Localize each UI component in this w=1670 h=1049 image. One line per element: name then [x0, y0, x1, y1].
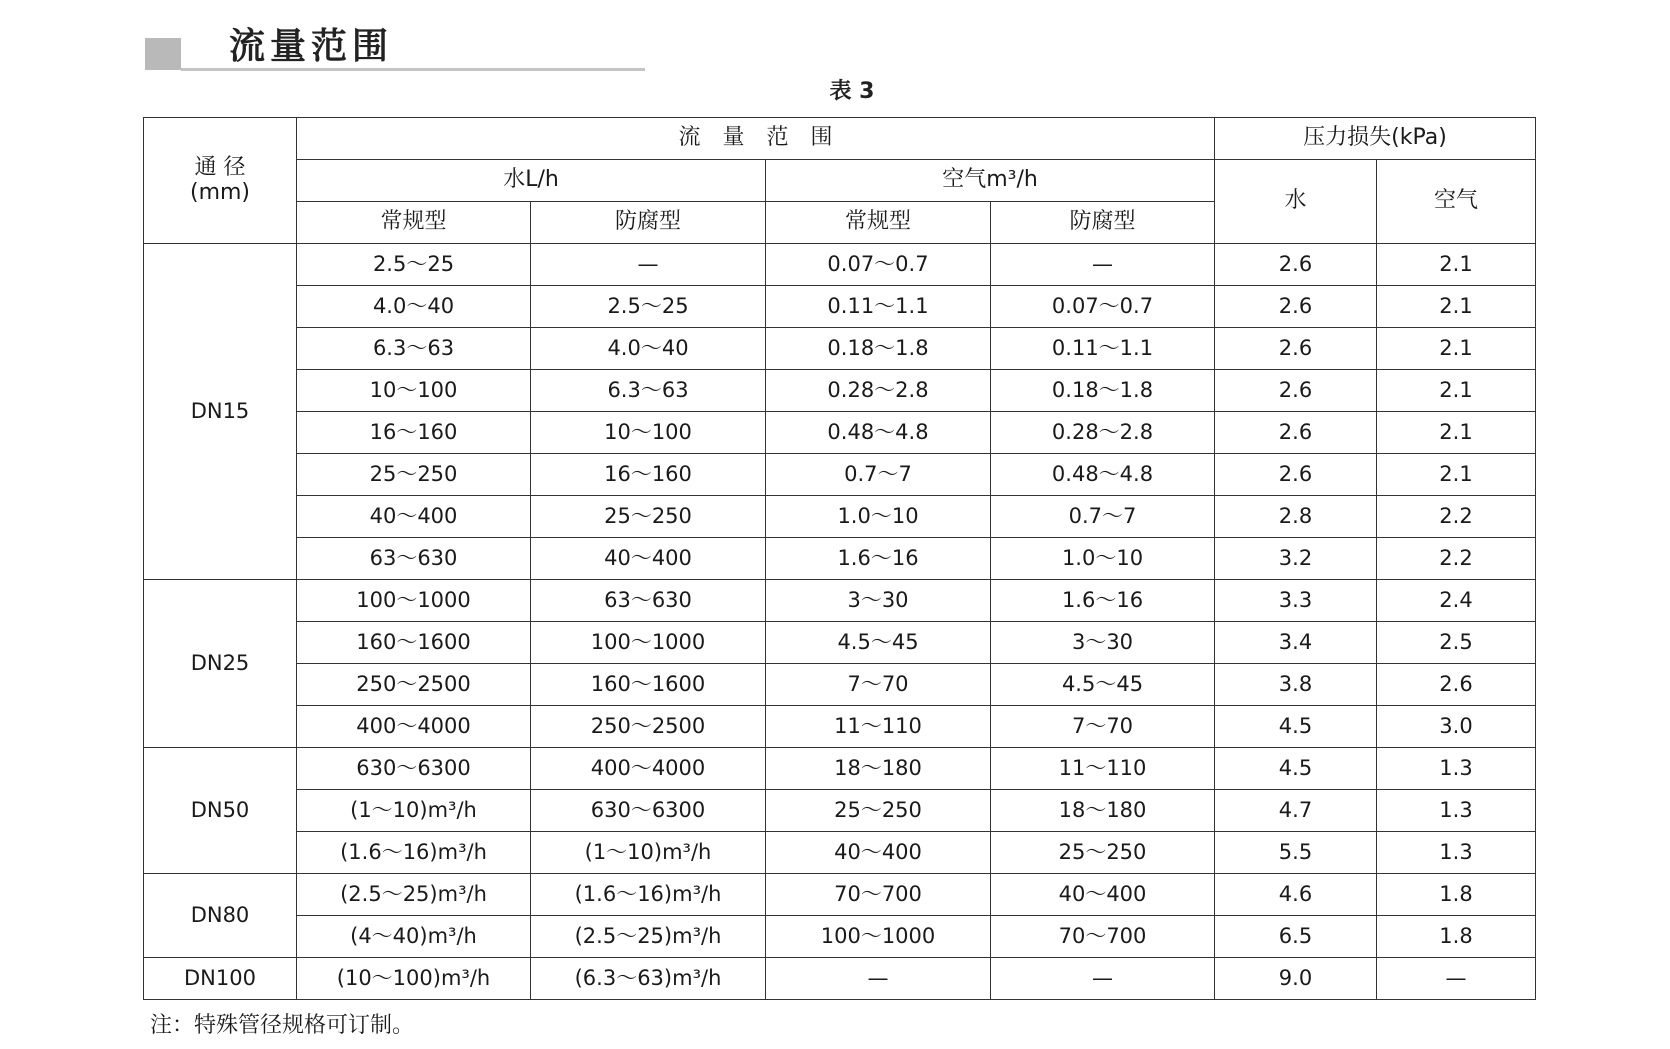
air-anticorrosion-cell: 11～110: [991, 748, 1215, 790]
header-row-1: [144, 118, 1536, 160]
water-anticorrosion-cell: (2.5～25)m³/h: [531, 916, 766, 958]
air-anticorrosion-cell: 25～250: [991, 832, 1215, 874]
pressure-loss-water-cell: 2.6: [1215, 370, 1377, 412]
air-anticorrosion-cell: 4.5～45: [991, 664, 1215, 706]
pressure-loss-water-cell: 3.3: [1215, 580, 1377, 622]
water-anticorrosion-cell: 6.3～63: [531, 370, 766, 412]
air-standard-cell: 25～250: [766, 790, 991, 832]
pressure-loss-water-cell: 2.6: [1215, 412, 1377, 454]
water-anticorrosion-cell: 100～1000: [531, 622, 766, 664]
air-anticorrosion-cell: 0.7～7: [991, 496, 1215, 538]
pressure-loss-air-cell: 2.5: [1377, 622, 1536, 664]
air-standard-cell: 3～30: [766, 580, 991, 622]
pressure-loss-water-cell: 4.6: [1215, 874, 1377, 916]
air-anticorrosion-cell: 1.0～10: [991, 538, 1215, 580]
table-row: [144, 538, 1536, 580]
water-anticorrosion-cell: 25～250: [531, 496, 766, 538]
water-flow-header: 水L/h: [297, 160, 766, 202]
water-anticorrosion-cell: 40～400: [531, 538, 766, 580]
table-row: [144, 790, 1536, 832]
pressure-loss-air-cell: —: [1377, 958, 1536, 1000]
table-row: [144, 706, 1536, 748]
water-anticorrosion-cell: 400～4000: [531, 748, 766, 790]
air-anticorrosion-cell: 70～700: [991, 916, 1215, 958]
diameter-cell: DN15: [144, 244, 297, 580]
air-flow-header: 空气m³/h: [766, 160, 1215, 202]
air-standard-cell: 70～700: [766, 874, 991, 916]
table-caption: 表 3: [829, 79, 875, 104]
air-anticorrosion-cell: 0.28～2.8: [991, 412, 1215, 454]
pressure-loss-air-cell: 2.1: [1377, 286, 1536, 328]
table-row: [144, 622, 1536, 664]
pressure-loss-water-cell: 3.8: [1215, 664, 1377, 706]
table-row: [144, 958, 1536, 1000]
pressure-loss-air-cell: 2.1: [1377, 412, 1536, 454]
water-anticorrosion-cell: —: [531, 244, 766, 286]
diameter-header: [144, 118, 297, 244]
pressure-loss-water-header: 水: [1215, 160, 1377, 244]
air-standard-cell: 1.0～10: [766, 496, 991, 538]
water-standard-cell: 63～630: [297, 538, 531, 580]
air-anticorrosion-cell: —: [991, 958, 1215, 1000]
air-standard-cell: 0.28～2.8: [766, 370, 991, 412]
pressure-loss-air-cell: 2.6: [1377, 664, 1536, 706]
pressure-loss-water-cell: 2.6: [1215, 328, 1377, 370]
air-anticorrosion-cell: 18～180: [991, 790, 1215, 832]
table-row: [144, 580, 1536, 622]
water-standard-cell: (10～100)m³/h: [297, 958, 531, 1000]
table-row: [144, 496, 1536, 538]
pressure-loss-water-cell: 2.6: [1215, 244, 1377, 286]
air-anticorrosion-cell: 0.48～4.8: [991, 454, 1215, 496]
pressure-loss-air-cell: 3.0: [1377, 706, 1536, 748]
diameter-label: 通 径: [194, 155, 246, 181]
air-standard-cell: 0.18～1.8: [766, 328, 991, 370]
water-anticorrosion-cell: 250～2500: [531, 706, 766, 748]
diameter-cell: DN100: [144, 958, 297, 1000]
water-standard-cell: 10～100: [297, 370, 531, 412]
water-standard-cell: (2.5～25)m³/h: [297, 874, 531, 916]
air-anticorrosion-header: 防腐型: [991, 202, 1215, 244]
water-standard-cell: (1～10)m³/h: [297, 790, 531, 832]
water-standard-cell: 400～4000: [297, 706, 531, 748]
air-standard-cell: —: [766, 958, 991, 1000]
header-row-2: [144, 160, 1536, 202]
flow-range-table: [143, 117, 1536, 1000]
pressure-loss-water-cell: 5.5: [1215, 832, 1377, 874]
air-standard-cell: 100～1000: [766, 916, 991, 958]
table-row: [144, 874, 1536, 916]
air-anticorrosion-cell: 1.6～16: [991, 580, 1215, 622]
table-row: [144, 244, 1536, 286]
air-anticorrosion-cell: 7～70: [991, 706, 1215, 748]
pressure-loss-water-cell: 4.5: [1215, 748, 1377, 790]
air-standard-cell: 0.11～1.1: [766, 286, 991, 328]
water-anticorrosion-cell: 63～630: [531, 580, 766, 622]
air-anticorrosion-cell: —: [991, 244, 1215, 286]
pressure-loss-water-cell: 6.5: [1215, 916, 1377, 958]
table-row: [144, 832, 1536, 874]
table-row: [144, 370, 1536, 412]
water-anticorrosion-header: 防腐型: [531, 202, 766, 244]
air-anticorrosion-cell: 0.11～1.1: [991, 328, 1215, 370]
diameter-unit: (mm): [189, 179, 251, 205]
pressure-loss-air-cell: 2.1: [1377, 454, 1536, 496]
water-standard-cell: 6.3～63: [297, 328, 531, 370]
water-standard-header: 常规型: [297, 202, 531, 244]
table-row: [144, 916, 1536, 958]
pressure-loss-air-cell: 2.1: [1377, 328, 1536, 370]
diameter-cell: DN80: [144, 874, 297, 958]
pressure-loss-header: 压力损失(kPa): [1215, 118, 1536, 160]
table-note: 注：特殊管径规格可订制。: [150, 1013, 415, 1038]
water-anticorrosion-cell: 630～6300: [531, 790, 766, 832]
pressure-loss-water-cell: 3.4: [1215, 622, 1377, 664]
pressure-loss-water-cell: 2.6: [1215, 454, 1377, 496]
pressure-loss-air-cell: 1.3: [1377, 748, 1536, 790]
water-anticorrosion-cell: (6.3～63)m³/h: [531, 958, 766, 1000]
air-standard-cell: 1.6～16: [766, 538, 991, 580]
air-standard-cell: 7～70: [766, 664, 991, 706]
water-standard-cell: 2.5～25: [297, 244, 531, 286]
pressure-loss-water-cell: 2.6: [1215, 286, 1377, 328]
water-standard-cell: 250～2500: [297, 664, 531, 706]
section-heading: [145, 14, 645, 76]
heading-marker: [145, 38, 181, 70]
air-anticorrosion-cell: 0.07～0.7: [991, 286, 1215, 328]
air-standard-cell: 11～110: [766, 706, 991, 748]
pressure-loss-water-cell: 9.0: [1215, 958, 1377, 1000]
water-standard-cell: 630～6300: [297, 748, 531, 790]
water-standard-cell: 25～250: [297, 454, 531, 496]
water-standard-cell: 160～1600: [297, 622, 531, 664]
water-standard-cell: 16～160: [297, 412, 531, 454]
pressure-loss-air-header: 空气: [1377, 160, 1536, 244]
pressure-loss-air-cell: 2.4: [1377, 580, 1536, 622]
pressure-loss-water-cell: 4.7: [1215, 790, 1377, 832]
water-anticorrosion-cell: 10～100: [531, 412, 766, 454]
table-row: [144, 748, 1536, 790]
air-anticorrosion-cell: 0.18～1.8: [991, 370, 1215, 412]
air-standard-cell: 0.7～7: [766, 454, 991, 496]
pressure-loss-air-cell: 2.2: [1377, 496, 1536, 538]
water-anticorrosion-cell: (1～10)m³/h: [531, 832, 766, 874]
air-anticorrosion-cell: 40～400: [991, 874, 1215, 916]
water-anticorrosion-cell: 160～1600: [531, 664, 766, 706]
water-anticorrosion-cell: 4.0～40: [531, 328, 766, 370]
pressure-loss-air-cell: 1.3: [1377, 790, 1536, 832]
water-standard-cell: 100～1000: [297, 580, 531, 622]
water-standard-cell: 4.0～40: [297, 286, 531, 328]
water-anticorrosion-cell: (1.6～16)m³/h: [531, 874, 766, 916]
pressure-loss-air-cell: 1.3: [1377, 832, 1536, 874]
water-anticorrosion-cell: 16～160: [531, 454, 766, 496]
table-row: [144, 412, 1536, 454]
table-row: [144, 454, 1536, 496]
diameter-cell: DN25: [144, 580, 297, 748]
heading-rule: [181, 68, 645, 71]
pressure-loss-air-cell: 1.8: [1377, 916, 1536, 958]
pressure-loss-air-cell: 2.1: [1377, 370, 1536, 412]
diameter-cell: DN50: [144, 748, 297, 874]
air-standard-cell: 18～180: [766, 748, 991, 790]
pressure-loss-water-cell: 3.2: [1215, 538, 1377, 580]
air-standard-cell: 40～400: [766, 832, 991, 874]
water-standard-cell: (4～40)m³/h: [297, 916, 531, 958]
pressure-loss-water-cell: 2.8: [1215, 496, 1377, 538]
air-standard-cell: 0.48～4.8: [766, 412, 991, 454]
pressure-loss-air-cell: 2.2: [1377, 538, 1536, 580]
table-row: [144, 664, 1536, 706]
pressure-loss-air-cell: 1.8: [1377, 874, 1536, 916]
air-standard-header: 常规型: [766, 202, 991, 244]
water-standard-cell: (1.6～16)m³/h: [297, 832, 531, 874]
pressure-loss-air-cell: 2.1: [1377, 244, 1536, 286]
water-standard-cell: 40～400: [297, 496, 531, 538]
pressure-loss-water-cell: 4.5: [1215, 706, 1377, 748]
table-row: [144, 286, 1536, 328]
air-standard-cell: 0.07～0.7: [766, 244, 991, 286]
air-standard-cell: 4.5～45: [766, 622, 991, 664]
section-title: 流量范围: [229, 26, 394, 67]
flow-range-header: 流 量 范 围: [297, 118, 1215, 160]
water-anticorrosion-cell: 2.5～25: [531, 286, 766, 328]
table-row: [144, 328, 1536, 370]
air-anticorrosion-cell: 3～30: [991, 622, 1215, 664]
